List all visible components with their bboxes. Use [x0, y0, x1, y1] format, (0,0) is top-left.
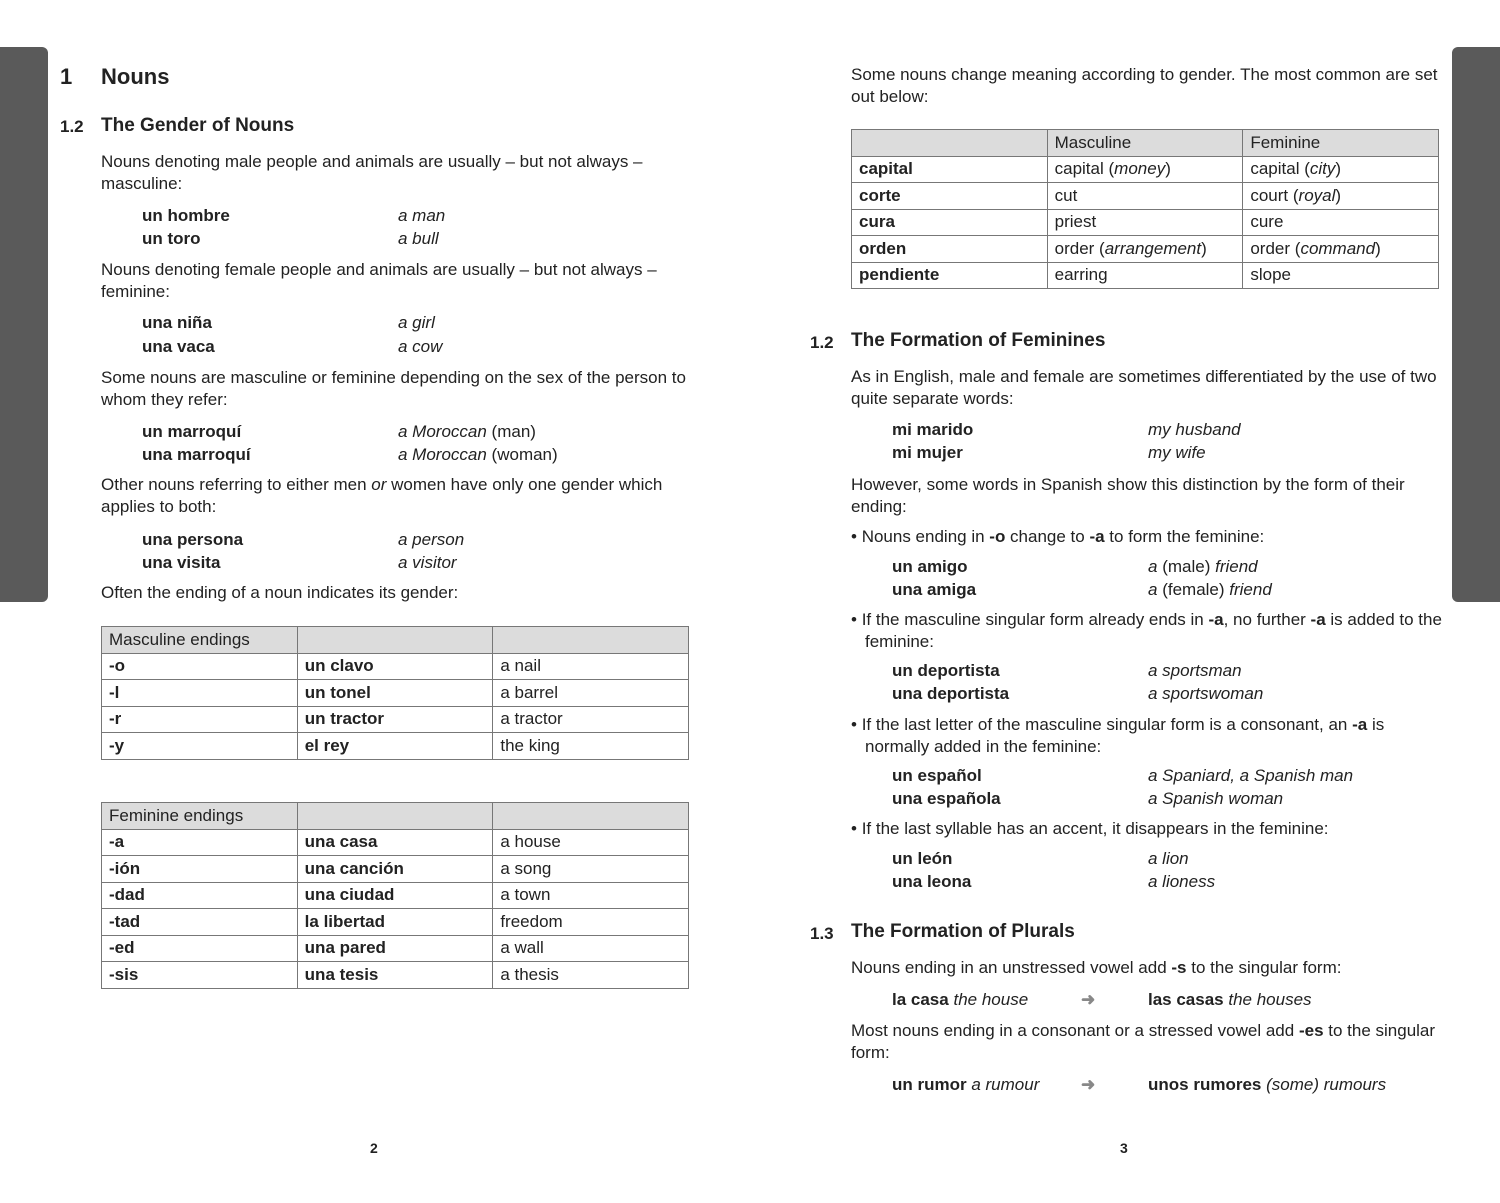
english-gloss: a Spaniard, a Spanish man [1148, 766, 1354, 785]
singular-example: un rumor a rumour [892, 1075, 1040, 1094]
plural-example: las casas the houses [1148, 990, 1312, 1009]
singular-example: la casa the house [892, 990, 1029, 1009]
english-gloss: a (female) friend [1148, 580, 1272, 599]
english-gloss: a bull [398, 229, 439, 248]
column-header-feminine: Feminine [1243, 130, 1439, 157]
spanish-word: una deportista [892, 684, 1010, 703]
english-gloss: a cow [398, 337, 443, 356]
paragraph: As in English, male and female are sometimes differentiated by the use of two quite separate words: [851, 367, 1437, 408]
spanish-word: una marroquí [142, 445, 251, 464]
english-gloss: a person [398, 530, 465, 549]
table-row: -ed una pared a wall [102, 935, 689, 962]
table-row: -r un tractor a tractor [102, 706, 689, 733]
paragraph: Some nouns change meaning according to gender. The most common are set out below: [851, 65, 1438, 106]
english-gloss: a Moroccan (man) [398, 422, 536, 441]
english-gloss: a visitor [398, 553, 457, 572]
bullet-point: • Nouns ending in -o change to -a to form the feminine: [851, 527, 1265, 546]
english-gloss: my wife [1148, 443, 1206, 462]
section-title: The Gender of Nouns [101, 115, 295, 136]
spanish-word: mi mujer [892, 443, 963, 462]
spanish-word: un hombre [142, 206, 230, 225]
english-gloss: a man [398, 206, 446, 225]
table-row: -sis una tesis a thesis [102, 962, 689, 989]
table-row: capital capital (money) capital (city) [852, 156, 1439, 183]
english-gloss: a girl [398, 313, 435, 332]
section-number: 1.2 [60, 117, 84, 136]
example-row [142, 204, 230, 227]
paragraph: Other nouns referring to either men or women have only one gender which applies to both: [101, 475, 663, 516]
english-gloss: a lion [1148, 849, 1189, 868]
table-row: -dad una ciudad a town [102, 882, 689, 909]
spanish-word: un deportista [892, 661, 1000, 680]
table-row: -l un tonel a barrel [102, 680, 689, 707]
column-header-masculine: Masculine [1047, 130, 1243, 157]
spanish-word: un amigo [892, 557, 968, 576]
meaning-by-gender-table [851, 129, 1439, 289]
plural-example: unos rumores (some) rumours [1148, 1075, 1387, 1094]
table-header: Masculine endings [102, 627, 298, 654]
paragraph: Nouns denoting female people and animals are usually – but not always – feminine: [101, 260, 657, 301]
spanish-word: un español [892, 766, 982, 785]
spanish-word: una amiga [892, 580, 977, 599]
section-number: 1.3 [810, 924, 834, 943]
section-title: The Formation of Plurals [851, 921, 1075, 942]
english-gloss: my husband [1148, 420, 1241, 439]
table-row: orden order (arrangement) order (command) [852, 236, 1439, 263]
table-row: -o un clavo a nail [102, 653, 689, 680]
spanish-word: mi marido [892, 420, 974, 439]
feminine-endings-table [101, 802, 689, 989]
spanish-word: una niña [142, 313, 212, 332]
english-gloss: a sportswoman [1148, 684, 1264, 703]
arrow-icon: ➜ [1081, 990, 1096, 1009]
spanish-word: una vaca [142, 337, 215, 356]
table-row: -a una casa a house [102, 829, 689, 856]
section-number: 1.2 [810, 333, 834, 352]
table-row: cura priest cure [852, 209, 1439, 236]
english-gloss: a Moroccan (woman) [398, 445, 558, 464]
arrow-icon: ➜ [1081, 1075, 1096, 1094]
chapter-title: Nouns [101, 64, 170, 89]
paragraph: Nouns denoting male people and animals are usually – but not always – masculine: [101, 152, 643, 193]
chapter-number: 1 [60, 64, 73, 89]
english-gloss: a (male) friend [1148, 557, 1258, 576]
spanish-word: un toro [142, 229, 201, 248]
table-row: -tad la libertad freedom [102, 909, 689, 936]
bullet-point: • If the last letter of the masculine singular form is a consonant, an -a is normally added in the feminine: [851, 715, 1385, 756]
paragraph: Some nouns are masculine or feminine depending on the sex of the person to whom they refer: [101, 368, 686, 409]
spanish-word: una persona [142, 530, 244, 549]
english-gloss: a lioness [1148, 872, 1216, 891]
masculine-endings-table [101, 626, 689, 760]
spanish-word: una española [892, 789, 1001, 808]
paragraph: Most nouns ending in a consonant or a stressed vowel add -es to the singular form: [851, 1021, 1436, 1062]
spanish-word: una leona [892, 872, 972, 891]
english-gloss: a sportsman [1148, 661, 1242, 680]
table-header: Feminine endings [102, 803, 298, 830]
paragraph: Often the ending of a noun indicates its gender: [101, 583, 459, 602]
table-row: pendiente earring slope [852, 262, 1439, 289]
page-number: 2 [370, 1140, 378, 1156]
table-row: -y el rey the king [102, 733, 689, 760]
bullet-point: • If the last syllable has an accent, it disappears in the feminine: [851, 819, 1329, 838]
page-number: 3 [1120, 1140, 1128, 1156]
spanish-word: un marroquí [142, 422, 242, 441]
paragraph: Nouns ending in an unstressed vowel add -s to the singular form: [851, 958, 1342, 977]
spanish-word: un león [892, 849, 953, 868]
english-gloss: a Spanish woman [1148, 789, 1284, 808]
section-title: The Formation of Feminines [851, 330, 1106, 351]
right-page [750, 0, 1500, 1203]
paragraph: However, some words in Spanish show this distinction by the form of their ending: [851, 475, 1405, 516]
table-row: corte cut court (royal) [852, 183, 1439, 210]
spanish-word: una visita [142, 553, 221, 572]
bullet-point: • If the masculine singular form already ends in -a, no further -a is added to the feminine: [851, 610, 1442, 651]
table-row: -ión una canción a song [102, 856, 689, 883]
